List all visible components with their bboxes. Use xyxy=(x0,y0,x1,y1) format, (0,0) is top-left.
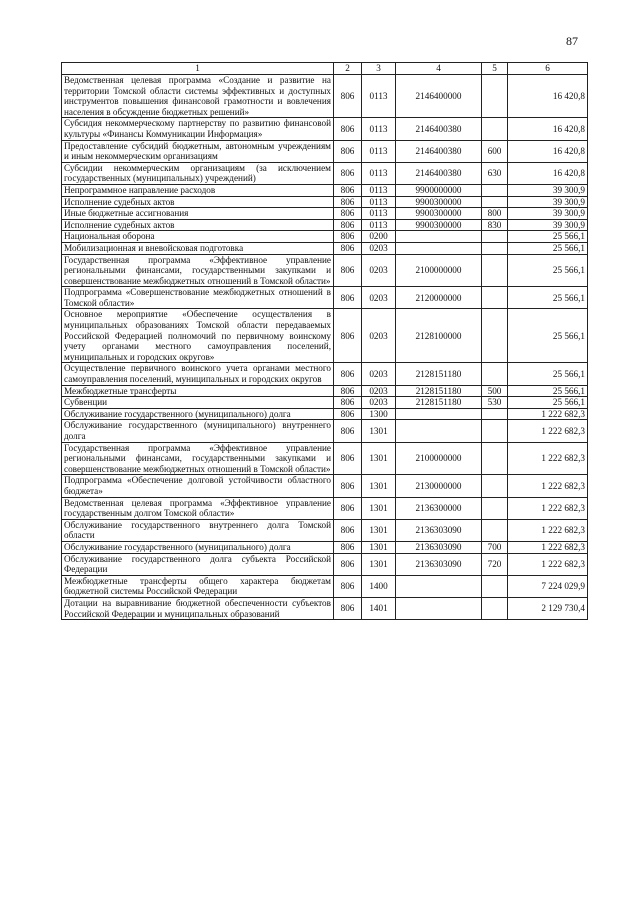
section-code: 0113 xyxy=(362,118,396,140)
table-row xyxy=(62,397,588,409)
column-header: 2 xyxy=(334,63,362,75)
expense-type-code xyxy=(482,309,508,363)
table-row xyxy=(62,575,588,597)
amount: 25 566,1 xyxy=(508,287,588,309)
amount: 1 222 682,3 xyxy=(508,475,588,497)
section-code: 0113 xyxy=(362,162,396,184)
column-header: 3 xyxy=(362,63,396,75)
table-row xyxy=(62,541,588,553)
expense-type-code xyxy=(482,597,508,619)
target-article-code xyxy=(396,231,482,243)
section-code: 1301 xyxy=(362,442,396,475)
table-row xyxy=(62,287,588,309)
target-article-code: 2146400380 xyxy=(396,162,482,184)
amount: 1 222 682,3 xyxy=(508,442,588,475)
section-code: 1301 xyxy=(362,553,396,575)
expense-type-code xyxy=(482,231,508,243)
item-name: Иные бюджетные ассигнования xyxy=(62,208,334,220)
budget-admin-code: 806 xyxy=(334,196,362,208)
table-row xyxy=(62,254,588,287)
amount: 39 300,9 xyxy=(508,184,588,196)
section-code: 1401 xyxy=(362,597,396,619)
amount: 16 420,8 xyxy=(508,140,588,162)
expense-type-code: 600 xyxy=(482,140,508,162)
amount: 1 222 682,3 xyxy=(508,519,588,541)
table-row xyxy=(62,519,588,541)
budget-admin-code: 806 xyxy=(334,287,362,309)
amount: 1 222 682,3 xyxy=(508,497,588,519)
section-code: 0113 xyxy=(362,184,396,196)
amount: 7 224 029,9 xyxy=(508,575,588,597)
table-row xyxy=(62,553,588,575)
target-article-code: 9900300000 xyxy=(396,219,482,231)
amount: 39 300,9 xyxy=(508,196,588,208)
item-name: Ведомственная целевая программа «Эффективное управление государственным долгом Томской области» xyxy=(62,497,334,519)
target-article-code xyxy=(396,408,482,420)
budget-admin-code: 806 xyxy=(334,309,362,363)
item-name: Субсидии некоммерческим организациям (за исключением государственных (муниципальных) учреждений) xyxy=(62,162,334,184)
amount: 1 222 682,3 xyxy=(508,408,588,420)
target-article-code: 2128100000 xyxy=(396,309,482,363)
expense-type-code xyxy=(482,497,508,519)
expense-type-code xyxy=(482,575,508,597)
item-name: Национальная оборона xyxy=(62,231,334,243)
table-row xyxy=(62,408,588,420)
target-article-code: 2130000000 xyxy=(396,475,482,497)
budget-admin-code: 806 xyxy=(334,140,362,162)
amount: 25 566,1 xyxy=(508,363,588,385)
table-row xyxy=(62,162,588,184)
section-code: 0113 xyxy=(362,140,396,162)
budget-admin-code: 806 xyxy=(334,408,362,420)
item-name: Предоставление субсидий бюджетным, автономным учреждениям и иным некоммерческим организациям xyxy=(62,140,334,162)
item-name: Непрограммное направление расходов xyxy=(62,184,334,196)
table-header-row xyxy=(62,63,588,75)
section-code: 0203 xyxy=(362,242,396,254)
expense-type-code: 700 xyxy=(482,541,508,553)
table-row xyxy=(62,475,588,497)
target-article-code: 2146400380 xyxy=(396,118,482,140)
item-name: Государственная программа «Эффективное управление региональными финансами, государственными закупками и совершенствование межбюджетных отношений в Томской области» xyxy=(62,442,334,475)
expense-type-code xyxy=(482,75,508,118)
amount: 25 566,1 xyxy=(508,254,588,287)
item-name: Исполнение судебных актов xyxy=(62,196,334,208)
budget-admin-code: 806 xyxy=(334,420,362,442)
table-row xyxy=(62,309,588,363)
target-article-code: 2100000000 xyxy=(396,442,482,475)
expense-type-code xyxy=(482,475,508,497)
section-code: 0203 xyxy=(362,287,396,309)
target-article-code: 9900000000 xyxy=(396,184,482,196)
item-name: Подпрограмма «Совершенствование межбюджетных отношений в Томской области» xyxy=(62,287,334,309)
table-body xyxy=(62,75,588,620)
amount: 16 420,8 xyxy=(508,162,588,184)
target-article-code: 2136303090 xyxy=(396,541,482,553)
item-name: Обслуживание государственного (муниципального) долга xyxy=(62,408,334,420)
amount: 1 222 682,3 xyxy=(508,541,588,553)
budget-admin-code: 806 xyxy=(334,208,362,220)
item-name: Подпрограмма «Обеспечение долговой устойчивости областного бюджета» xyxy=(62,475,334,497)
expense-type-code: 500 xyxy=(482,385,508,397)
section-code: 0113 xyxy=(362,219,396,231)
item-name: Обслуживание государственного (муниципального) внутреннего долга xyxy=(62,420,334,442)
budget-admin-code: 806 xyxy=(334,184,362,196)
budget-admin-code: 806 xyxy=(334,219,362,231)
target-article-code: 2146400380 xyxy=(396,140,482,162)
item-name: Межбюджетные трансферты xyxy=(62,385,334,397)
budget-admin-code: 806 xyxy=(334,385,362,397)
expense-type-code xyxy=(482,519,508,541)
expense-type-code xyxy=(482,254,508,287)
expense-type-code xyxy=(482,408,508,420)
table-row xyxy=(62,363,588,385)
target-article-code: 2120000000 xyxy=(396,287,482,309)
target-article-code: 2128151180 xyxy=(396,385,482,397)
section-code: 0203 xyxy=(362,309,396,363)
item-name: Осуществление первичного воинского учета органами местного самоуправления поселений, муниципальных и городских округов xyxy=(62,363,334,385)
section-code: 0203 xyxy=(362,397,396,409)
section-code: 1301 xyxy=(362,541,396,553)
table-row xyxy=(62,420,588,442)
column-header: 6 xyxy=(508,63,588,75)
budget-admin-code: 806 xyxy=(334,162,362,184)
target-article-code: 2100000000 xyxy=(396,254,482,287)
section-code: 1301 xyxy=(362,420,396,442)
item-name: Дотации на выравнивание бюджетной обеспеченности субъектов Российской Федерации и муниципальных образований xyxy=(62,597,334,619)
table-row xyxy=(62,140,588,162)
expense-type-code: 830 xyxy=(482,219,508,231)
expense-type-code: 800 xyxy=(482,208,508,220)
amount: 39 300,9 xyxy=(508,219,588,231)
table-row xyxy=(62,385,588,397)
amount: 16 420,8 xyxy=(508,75,588,118)
item-name: Субвенции xyxy=(62,397,334,409)
budget-admin-code: 806 xyxy=(334,397,362,409)
item-name: Исполнение судебных актов xyxy=(62,219,334,231)
target-article-code: 2128151180 xyxy=(396,363,482,385)
section-code: 0203 xyxy=(362,363,396,385)
section-code: 1400 xyxy=(362,575,396,597)
table-row xyxy=(62,219,588,231)
budget-admin-code: 806 xyxy=(334,118,362,140)
expense-type-code xyxy=(482,242,508,254)
amount: 25 566,1 xyxy=(508,231,588,243)
section-code: 0113 xyxy=(362,208,396,220)
section-code: 0203 xyxy=(362,254,396,287)
budget-admin-code: 806 xyxy=(334,541,362,553)
budget-admin-code: 806 xyxy=(334,242,362,254)
budget-admin-code: 806 xyxy=(334,363,362,385)
expense-type-code xyxy=(482,287,508,309)
amount: 2 129 730,4 xyxy=(508,597,588,619)
expense-type-code: 630 xyxy=(482,162,508,184)
amount: 16 420,8 xyxy=(508,118,588,140)
amount: 39 300,9 xyxy=(508,208,588,220)
expense-type-code xyxy=(482,184,508,196)
section-code: 1301 xyxy=(362,497,396,519)
section-code: 0203 xyxy=(362,385,396,397)
table-row xyxy=(62,208,588,220)
budget-admin-code: 806 xyxy=(334,75,362,118)
expense-type-code: 530 xyxy=(482,397,508,409)
target-article-code: 2136300000 xyxy=(396,497,482,519)
budget-admin-code: 806 xyxy=(334,553,362,575)
target-article-code: 9900300000 xyxy=(396,208,482,220)
budget-admin-code: 806 xyxy=(334,497,362,519)
expense-type-code: 720 xyxy=(482,553,508,575)
target-article-code xyxy=(396,242,482,254)
page-number: 87 xyxy=(566,34,578,48)
amount: 1 222 682,3 xyxy=(508,553,588,575)
table-row xyxy=(62,118,588,140)
section-code: 0200 xyxy=(362,231,396,243)
table-row xyxy=(62,442,588,475)
budget-admin-code: 806 xyxy=(334,519,362,541)
target-article-code xyxy=(396,597,482,619)
table-row xyxy=(62,75,588,118)
item-name: Межбюджетные трансферты общего характера бюджетам бюджетной системы Российской Федерации xyxy=(62,575,334,597)
target-article-code: 2128151180 xyxy=(396,397,482,409)
expense-type-code xyxy=(482,196,508,208)
item-name: Субсидия некоммерческому партнерству по развитию финансовой культуры «Финансы Коммуникации Информация» xyxy=(62,118,334,140)
target-article-code xyxy=(396,420,482,442)
item-name: Мобилизационная и вневойсковая подготовка xyxy=(62,242,334,254)
expense-type-code xyxy=(482,442,508,475)
table-row xyxy=(62,231,588,243)
budget-table xyxy=(61,62,588,620)
item-name: Основное мероприятие «Обеспечение осуществления в муниципальных образованиях Томской области передаваемых Российской Федерацией полномочий по первичному воинскому учету органами местного самоуправления поселений, муниципальных и городских округов» xyxy=(62,309,334,363)
target-article-code xyxy=(396,575,482,597)
column-header: 5 xyxy=(482,63,508,75)
table-row xyxy=(62,242,588,254)
item-name: Обслуживание государственного долга субъекта Российской Федерации xyxy=(62,553,334,575)
target-article-code: 2136303090 xyxy=(396,553,482,575)
budget-admin-code: 806 xyxy=(334,475,362,497)
table-row xyxy=(62,497,588,519)
target-article-code: 2136303090 xyxy=(396,519,482,541)
item-name: Обслуживание государственного (муниципального) долга xyxy=(62,541,334,553)
budget-admin-code: 806 xyxy=(334,575,362,597)
section-code: 0113 xyxy=(362,196,396,208)
amount: 1 222 682,3 xyxy=(508,420,588,442)
table-row xyxy=(62,597,588,619)
item-name: Государственная программа «Эффективное управление региональными финансами, государственными закупками и совершенствование межбюджетных отношений в Томской области» xyxy=(62,254,334,287)
amount: 25 566,1 xyxy=(508,242,588,254)
amount: 25 566,1 xyxy=(508,385,588,397)
expense-type-code xyxy=(482,118,508,140)
budget-admin-code: 806 xyxy=(334,597,362,619)
section-code: 1301 xyxy=(362,475,396,497)
item-name: Обслуживание государственного внутреннего долга Томской области xyxy=(62,519,334,541)
section-code: 1300 xyxy=(362,408,396,420)
budget-admin-code: 806 xyxy=(334,254,362,287)
expense-type-code xyxy=(482,363,508,385)
column-header: 1 xyxy=(62,63,334,75)
expense-type-code xyxy=(482,420,508,442)
item-name: Ведомственная целевая программа «Создание и развитие на территории Томской области системы эффективных и доступных инструментов повышения финансовой грамотности и вовлечения населения в обсуждение бюджетных решений» xyxy=(62,75,334,118)
target-article-code: 2146400000 xyxy=(396,75,482,118)
budget-admin-code: 806 xyxy=(334,231,362,243)
section-code: 0113 xyxy=(362,75,396,118)
budget-admin-code: 806 xyxy=(334,442,362,475)
table-row xyxy=(62,184,588,196)
section-code: 1301 xyxy=(362,519,396,541)
amount: 25 566,1 xyxy=(508,397,588,409)
column-header: 4 xyxy=(396,63,482,75)
table-row xyxy=(62,196,588,208)
amount: 25 566,1 xyxy=(508,309,588,363)
target-article-code: 9900300000 xyxy=(396,196,482,208)
